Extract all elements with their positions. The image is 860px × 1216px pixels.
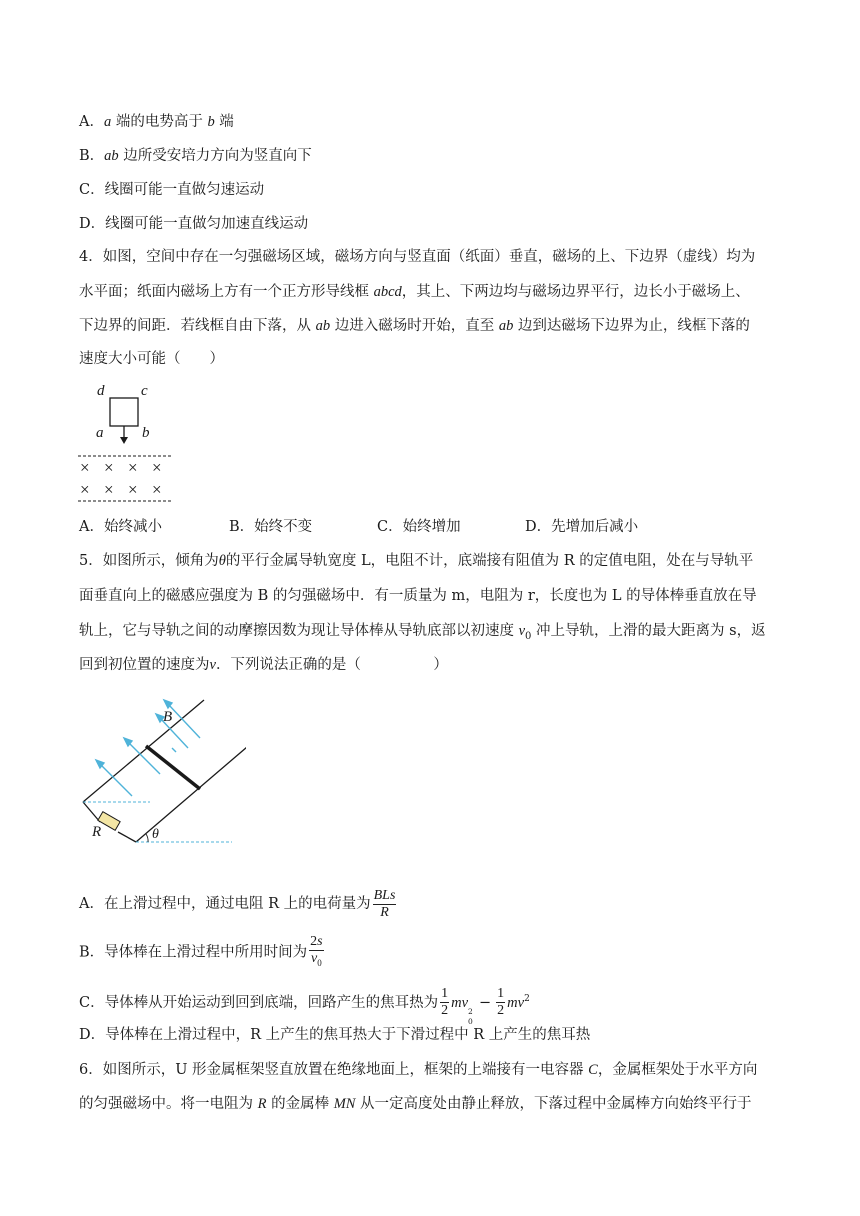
- q4-field-cross: ×: [152, 480, 162, 499]
- q5-fig-label-B: B: [163, 709, 173, 725]
- q4-field-cross: ×: [128, 480, 138, 499]
- q5-option-c-half-1: $\frac{1}{2}$: [441, 986, 449, 1019]
- q4-fig-label-c: c: [141, 383, 148, 399]
- q4-arrow-head: [120, 437, 128, 444]
- q4-figure: [76, 378, 176, 504]
- q4-field-cross: ×: [128, 458, 138, 477]
- q4-stem-line3: 下边界的间距．若线框自由下落，从 ab 边进入磁场时开始，直至 ab 边到达磁场下边界为止，线框下落的: [79, 318, 750, 334]
- q5-stem-line4: 回到初位置的速度为v．下列说法正确的是（ ）: [79, 657, 448, 673]
- q5-figure: [76, 690, 246, 850]
- q3-option-d: D．线圈可能一直做匀加速直线运动: [79, 216, 309, 232]
- q4-option-c: C．始终增加: [377, 519, 461, 535]
- q5-angle-arc: [146, 834, 148, 842]
- q4-fig-label-d: d: [97, 383, 105, 399]
- q4-field-cross: ×: [152, 458, 162, 477]
- q5-option-c-half-2: $\frac{1}{2}$: [497, 986, 505, 1019]
- q3-option-c: C．线圈可能一直做匀速运动: [79, 182, 265, 198]
- q6-stem-line2: 的匀强磁场中。将一电阻为 R 的金属棒 MN 从一定高度处由静止释放，下落过程中金属棒方向始终平行于: [79, 1096, 752, 1112]
- q4-option-a: A．始终减小: [79, 519, 162, 535]
- q4-option-b: B．始终不变: [229, 519, 313, 535]
- q4-option-d: D．先增加后减小: [525, 519, 639, 535]
- q5-option-b: B．导体棒在上滑过程中所用时间为 $\frac{2s}{v_0}$: [79, 934, 326, 971]
- q5-option-d: D．导体棒在上滑过程中，R 上产生的焦耳热大于下滑过程中 R 上产生的焦耳热: [79, 1027, 591, 1043]
- q4-field-cross: ×: [104, 480, 114, 499]
- q5-fig-label-R: R: [92, 824, 102, 840]
- q5-left-rail: [83, 700, 204, 802]
- q4-stem-line1: 4．如图，空间中存在一匀强磁场区域，磁场方向与竖直面（纸面）垂直，磁场的上、下边界（虚线）均为: [79, 249, 756, 265]
- q4-square-frame: [110, 398, 138, 426]
- q4-fig-label-b: b: [142, 425, 150, 441]
- q5-option-b-fraction: $\frac{2s}{v_0}$: [310, 934, 323, 968]
- q5-stem-line1: 5．如图所示，倾角为θ的平行金属导轨宽度 L，电阻不计，底端接有阻值为 R 的定值电阻，处在与导轨平: [79, 553, 754, 569]
- q4-stem-line4: 速度大小可能（ ）: [79, 351, 224, 367]
- q5-option-a-fraction: $\frac{\text{BLs}}{R}$: [373, 887, 396, 920]
- q5-stem-line3: 轨上，它与导轨之间的动摩擦因数为现让导体棒从导轨底部以初速度 $v_0$ 冲上导轨，上滑的最大距离为 s，返: [79, 623, 766, 642]
- q5-resistor: [98, 812, 120, 831]
- q5-stem-line2: 面垂直向上的磁感应强度为 B 的匀强磁场中．有一质量为 m，电阻为 r，长度也为 L 的导体棒垂直放在导: [79, 588, 757, 604]
- q5-option-c: C．导体棒从开始运动到回到底端，回路产生的焦耳热为 $\frac{1}{2}$ mv 2 0 − $\frac{1}{2}$ $mv^2$: [79, 986, 530, 1026]
- q3-option-a: A．a 端的电势高于 b 端: [79, 114, 234, 130]
- q4-field-cross: ×: [104, 458, 114, 477]
- q4-field-cross: ×: [80, 480, 90, 499]
- q4-field-cross: ×: [80, 458, 90, 477]
- q4-stem-line2: 水平面；纸面内磁场上方有一个正方形导线框 abcd，其上、下两边均与磁场边界平行，边长小于磁场上、: [79, 284, 750, 300]
- q5-fig-label-theta: θ: [152, 827, 159, 842]
- q6-stem-line1: 6．如图所示，U 形金属框架竖直放置在绝缘地面上，框架的上端接有一电容器 C，金属框架处于水平方向: [79, 1062, 758, 1078]
- q5-option-a: A．在上滑过程中，通过电阻 R 上的电荷量为 $\frac{\text{BLs}}{R}$: [79, 887, 396, 920]
- q5-bottom-wire: [83, 802, 100, 822]
- q5-bottom-wire: [118, 832, 136, 842]
- q4-fig-label-a: a: [96, 425, 104, 441]
- q3-option-b: B．ab 边所受安培力方向为竖直向下: [79, 148, 312, 164]
